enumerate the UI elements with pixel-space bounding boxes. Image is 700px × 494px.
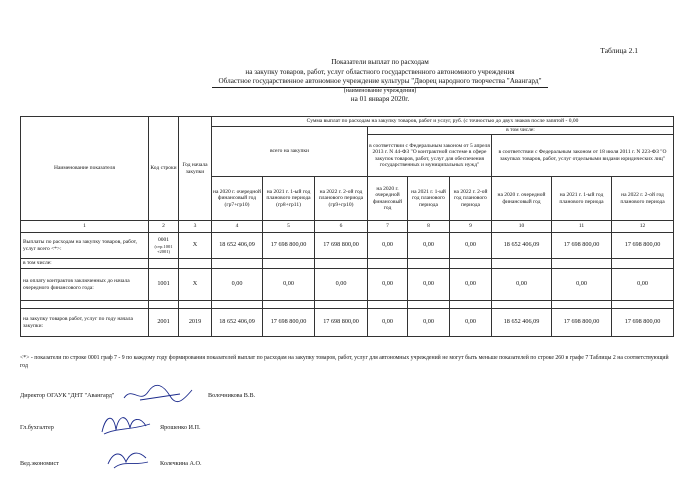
spacer-row — [21, 301, 674, 309]
empty-cell — [149, 301, 179, 309]
header-fz223: в соответствии с Федеральным законом от 18 июля 2011 г. N 223-ФЗ "О закупках товаров, работ, услуг отдельными видами юридических лиц" — [492, 135, 674, 177]
header-y2022-total: на 2022 г. 2-ой год планового периода (гр9+гр10) — [315, 177, 368, 221]
empty-cell — [368, 259, 408, 269]
empty-cell — [612, 301, 674, 309]
row-value: 18 652 406,09 — [492, 233, 552, 259]
signature-role-economist: Вед.экономист — [20, 460, 59, 467]
row-value: 0,00 — [408, 309, 450, 337]
row-value: 17 698 800,00 — [552, 233, 612, 259]
empty-cell — [492, 301, 552, 309]
header-code: Код строки — [149, 117, 179, 221]
empty-cell — [212, 301, 263, 309]
empty-cell — [315, 301, 368, 309]
header-name: Наименование показателя — [21, 117, 149, 221]
table-label: Таблица 2.1 — [600, 46, 638, 55]
row-year: X — [179, 233, 212, 259]
row-value: 0,00 — [263, 269, 315, 301]
row-code — [149, 233, 179, 259]
row-name: на закупку товаров работ, услуг по году начала закупки: — [21, 309, 149, 337]
institution-caption: (наименование учреждения) — [343, 87, 417, 94]
empty-cell — [263, 259, 315, 269]
header-y2022-fz223: на 2022 г. 2-ой год планового периода — [612, 177, 674, 221]
col-number: 7 — [368, 221, 408, 233]
header-y2020-fz44: на 2020 г. очередной финансовый год — [368, 177, 408, 221]
row-year: X — [179, 269, 212, 301]
header-y2020-fz223: на 2020 г. очередной финансовый год — [492, 177, 552, 221]
header-y2021-fz44: на 2021 г. 1-ый год планового периода — [408, 177, 450, 221]
empty-cell — [552, 301, 612, 309]
col-number: 5 — [263, 221, 315, 233]
economist-signature-icon — [104, 444, 154, 472]
header-y2021-total: на 2021 г. 1-ый год планового периода (гр8+гр11) — [263, 177, 315, 221]
header-including: в том числе: — [368, 127, 674, 135]
table-row — [21, 269, 674, 301]
col-number: 6 — [315, 221, 368, 233]
row-value: 17 698 800,00 — [263, 233, 315, 259]
payments-table — [20, 116, 674, 337]
header-y2021-fz223: на 2021 г. 1-ый год планового периода — [552, 177, 612, 221]
empty-cell — [552, 259, 612, 269]
empty-cell — [612, 259, 674, 269]
empty-cell — [21, 301, 149, 309]
row-value: 0,00 — [450, 269, 492, 301]
col-number: 1 — [21, 221, 149, 233]
row-value: 0,00 — [212, 269, 263, 301]
accountant-signature-icon — [96, 408, 156, 438]
table-row — [21, 233, 674, 259]
row-value: 0,00 — [315, 269, 368, 301]
row-value: 17 698 800,00 — [552, 309, 612, 337]
empty-cell — [450, 301, 492, 309]
row-name: в том числе: — [21, 259, 149, 269]
row-value: 0,00 — [492, 269, 552, 301]
signature-name-director: Волочникова В.В. — [208, 392, 256, 399]
empty-cell — [368, 301, 408, 309]
header-total: всего на закупки — [212, 127, 368, 177]
row-value: 17 698 800,00 — [315, 233, 368, 259]
empty-cell — [315, 259, 368, 269]
header-year: Год начала закупки — [179, 117, 212, 221]
row-value: 18 652 406,09 — [492, 309, 552, 337]
header-y2020-total: на 2020 г. очередной финансовый год (гр7+гр10) — [212, 177, 263, 221]
col-number: 8 — [408, 221, 450, 233]
header-sum: Сумма выплат по расходам на закупку товаров, работ и услуг, руб. (с точностью до двух знаков после запятой - 0,00 — [212, 117, 674, 127]
empty-cell — [212, 259, 263, 269]
row-code: 1001 — [149, 269, 179, 301]
table-row — [21, 259, 674, 269]
table-row — [21, 309, 674, 337]
empty-cell — [450, 259, 492, 269]
row-code-main: 0001 — [158, 237, 169, 244]
row-year: 2019 — [179, 309, 212, 337]
row-value: 0,00 — [368, 269, 408, 301]
col-number: 11 — [552, 221, 612, 233]
row-value: 18 652 406,09 — [212, 233, 263, 259]
title-line-2: на закупку товаров, работ, услуг областного государственного автономного учреждения — [245, 67, 515, 76]
empty-cell — [263, 301, 315, 309]
row-value: 0,00 — [450, 309, 492, 337]
signature-name-economist: Колечкина А.О. — [160, 460, 202, 467]
row-value: 17 698 800,00 — [263, 309, 315, 337]
director-signature-icon — [120, 382, 200, 406]
col-number: 3 — [179, 221, 212, 233]
report-date: на 01 января 2020г. — [350, 94, 410, 103]
document-title — [150, 58, 610, 104]
empty-cell — [492, 259, 552, 269]
signature-role-accountant: Гл.бухгалтер — [20, 424, 54, 431]
signature-name-accountant: Ярошенко И.П. — [160, 424, 201, 431]
row-code-sub: (стр.1001 +2001) — [154, 243, 173, 254]
header-fz44: в соответствии с Федеральным законом от 5 апреля 2013 г. N 44-ФЗ "О контрактной системе в сфере закупок товаров, работ, услуг для обеспечения государственных и муниципальных нужд" — [368, 135, 492, 177]
row-value: 17 698 800,00 — [612, 309, 674, 337]
col-number: 4 — [212, 221, 263, 233]
column-numbers-row — [21, 221, 674, 233]
empty-cell — [408, 301, 450, 309]
col-number: 10 — [492, 221, 552, 233]
header-y2022-fz44: на 2022 г. 2-ой год планового периода — [450, 177, 492, 221]
empty-cell — [149, 259, 179, 269]
col-number: 2 — [149, 221, 179, 233]
signature-role-director: Директор ОГАУК "ДНТ "Авангард" — [20, 392, 115, 399]
row-value: 17 698 800,00 — [612, 233, 674, 259]
col-number: 9 — [450, 221, 492, 233]
empty-cell — [408, 259, 450, 269]
row-value: 0,00 — [408, 269, 450, 301]
row-value: 0,00 — [450, 233, 492, 259]
empty-cell — [179, 301, 212, 309]
row-name: на оплату контрактов заключенных до начала очередного финансового года: — [21, 269, 149, 301]
institution-name: Областное государственное автономное учреждение культуры "Дворец народного творчества "Авангард" — [212, 77, 547, 88]
footnote: <*> - показатели по строке 0001 граф 7 - 9 по каждому году формирования показателей выплат по расходам на закупку товаров, работ, услуг для автономных учреждений не могут быть меньше показателей по строке 260 в графе 7 Таблицы 2 на соответствующий год — [20, 355, 669, 369]
row-value: 17 698 800,00 — [315, 309, 368, 337]
row-value: 0,00 — [408, 233, 450, 259]
title-line-1: Показатели выплат по расходам — [331, 58, 429, 66]
row-value: 0,00 — [368, 309, 408, 337]
row-value: 0,00 — [368, 233, 408, 259]
empty-cell — [179, 259, 212, 269]
row-value: 0,00 — [552, 269, 612, 301]
row-name: Выплаты по расходам на закупку товаров, работ, услуг всего <*>: — [21, 233, 149, 259]
row-value: 0,00 — [612, 269, 674, 301]
row-code: 2001 — [149, 309, 179, 337]
col-number: 12 — [612, 221, 674, 233]
row-value: 18 652 406,09 — [212, 309, 263, 337]
